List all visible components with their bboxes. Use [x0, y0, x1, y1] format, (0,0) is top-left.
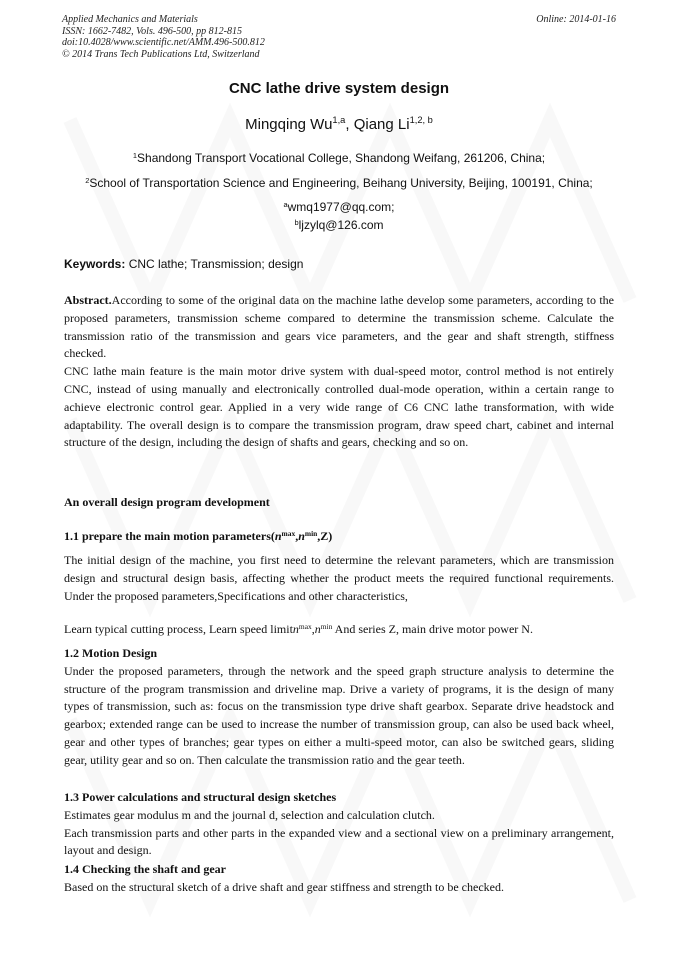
n-symbol: n — [274, 529, 282, 543]
n-symbol: n — [292, 622, 299, 636]
author-line — [0, 116, 678, 133]
paragraph: The initial design of the machine, you first need to determine the relevant parameters, which are transmission design and structural design basis, affecting whether the product meets the required functional requirements. Under the proposed parameters,Specifications and other characteristics, — [64, 553, 614, 603]
comma: , — [295, 529, 299, 543]
affiliation-text: Shandong Transport Vocational College, Shandong Weifang, 261206, China; — [137, 151, 546, 165]
affiliation-2 — [0, 176, 678, 190]
email-sup: b — [294, 217, 299, 227]
speed-line-text: And series Z, main drive motor power N. — [332, 622, 533, 636]
max-subscript: max — [298, 622, 312, 632]
issn-line: ISSN: 1662-7482, Vols. 496-500, pp 812-815 — [62, 25, 242, 37]
section-1-4 — [64, 861, 614, 897]
email-a — [0, 200, 678, 214]
section-heading: 1.4 Checking the shaft and gear — [64, 862, 227, 876]
paragraph: Each transmission parts and other parts in the expanded view and a sectional view on a preliminary arrangement, layout and design. — [64, 825, 614, 858]
email-sup: a — [283, 199, 288, 209]
min-subscript: min — [304, 529, 318, 539]
affiliation-text: School of Transportation Science and Engineering, Beihang University, Beijing, 100191, China; — [89, 176, 593, 190]
copyright-line: © 2014 Trans Tech Publications Ltd, Switzerland — [62, 48, 260, 60]
affiliation-sup: 1 — [132, 150, 138, 160]
journal-name: Applied Mechanics and Materials — [62, 14, 198, 25]
section-overall-heading — [64, 494, 614, 512]
journal-header — [62, 14, 616, 60]
heading-text: ,Z) — [317, 529, 333, 543]
keywords — [64, 257, 303, 271]
section-1-1-heading — [64, 528, 614, 547]
paragraph: Estimates gear modulus m and the journal d, selection and calculation clutch. — [64, 807, 435, 822]
abstract — [64, 292, 614, 452]
author-name: Qiang Li — [353, 116, 410, 133]
n-symbol: n — [314, 622, 321, 636]
n-symbol: n — [298, 529, 305, 543]
section-1-3 — [64, 789, 614, 860]
section-heading: 1.2 Motion Design — [64, 646, 157, 660]
abstract-label: Abstract. — [64, 293, 112, 307]
affiliation-sup: 2 — [85, 175, 90, 185]
section-1-1-speed-line — [64, 621, 614, 640]
doi-line[interactable]: doi:10.4028/www.scientific.net/AMM.496-500.812 — [62, 37, 265, 48]
email-b — [0, 218, 678, 232]
paragraph: Based on the structural sketch of a drive shaft and gear stiffness and strength to be checked. — [64, 879, 504, 894]
section-heading: 1.3 Power calculations and structural design sketches — [64, 790, 337, 804]
author-sup: 1,a — [332, 115, 346, 126]
keywords-text: CNC lathe; Transmission; design — [125, 257, 304, 271]
abstract-p1: According to some of the original data on the machine lathe develop some parameters, according to the proposed parameters, transmission scheme compared to determine the transmission scheme. Calculate the transmission ratio of the transmission and gears vice parameters, and the gear and shaft strength, stiffness checked. — [64, 293, 614, 361]
comma: , — [311, 622, 315, 636]
section-heading: An overall design program development — [64, 495, 270, 509]
keywords-label: Keywords: — [64, 257, 126, 271]
speed-line-text: Learn typical cutting process, Learn speed limit — [64, 622, 293, 636]
email-text[interactable]: ljzylq@126.com — [298, 218, 384, 232]
min-subscript: min — [320, 622, 333, 632]
online-date: Online: 2014-01-16 — [536, 14, 616, 25]
max-subscript: max — [281, 529, 296, 539]
paragraph: Under the proposed parameters, through the network and the speed graph structure analysis to determine the structure of the program transmission and driveline map. Drive a variety of programs, it is the design of many types of transmission, such as: focus on the transmission type drive shaft gearbox. Separate drive headstock and gearbox; extended range can be used to increase the number of transmission group, can also be used back wheel, gear and other types of branches; gear types on either a multi-speed motor, can also be switched gears, sliding gear, utility gear and so on. Then calculate the transmission ratio and the gear teeth. — [64, 663, 614, 767]
affiliation-1 — [0, 151, 678, 165]
section-1-1-body — [64, 552, 614, 605]
heading-text: 1.1 prepare the main motion parameters( — [64, 529, 275, 543]
author-separator: , — [345, 116, 354, 133]
email-text[interactable]: wmq1977@qq.com; — [287, 200, 395, 214]
abstract-p2: CNC lathe main feature is the main motor drive system with dual-speed motor, control method is not entirely CNC, instead of using manually and electronically controlled dual-mode operation, within a certain range to achieve electronic control gear. Applied in a very wide range of C6 CNC lathe transformation, with wide adaptability. The overall design is to compare the transmission program, draw speed chart, cabinet and internal structure of the design, including the design of shafts and gears, checking and so on. — [64, 364, 614, 450]
paper-title: CNC lathe drive system design — [228, 80, 450, 97]
author-sup: 1,2, b — [409, 115, 433, 126]
section-1-2 — [64, 645, 614, 770]
author-name: Mingqing Wu — [245, 116, 333, 133]
